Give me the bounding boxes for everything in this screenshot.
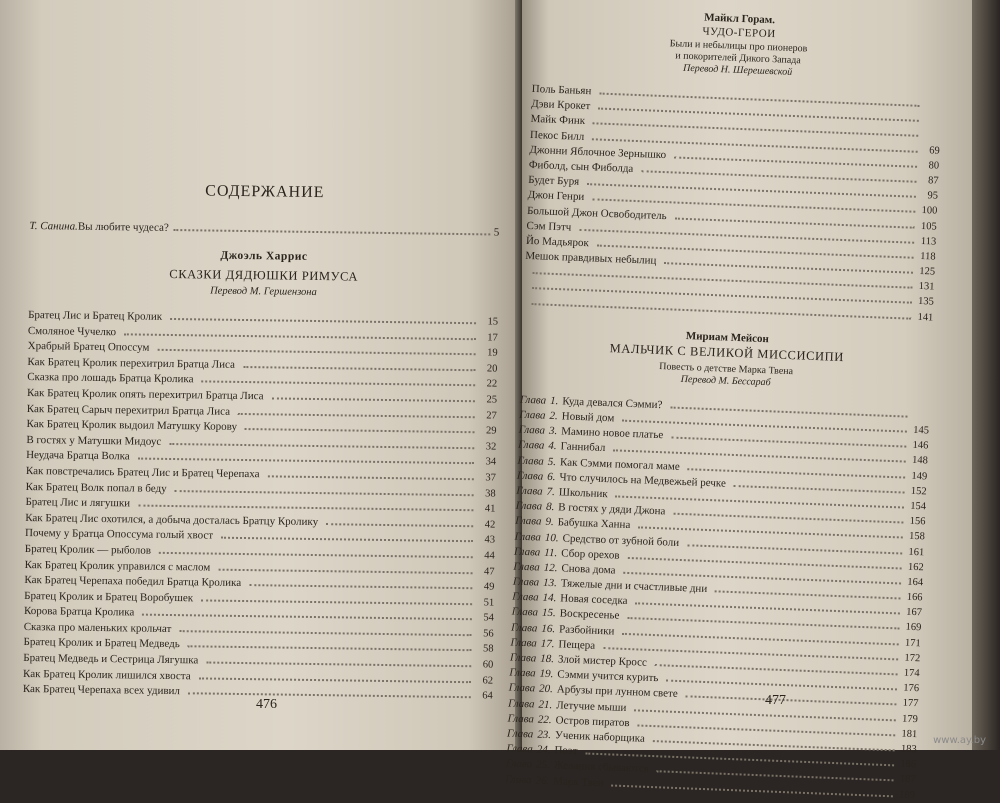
toc-entry-page: 158	[907, 529, 926, 545]
leader-dots	[238, 412, 475, 417]
toc-entry-page: 15	[480, 314, 498, 330]
chapter-number: 15.	[542, 606, 556, 622]
toc-entry-page: 183	[898, 741, 917, 757]
chapter-word: Глава	[518, 423, 545, 439]
toc-entry-page: 41	[477, 501, 495, 517]
chapter-word: Глава	[512, 590, 539, 606]
toc-entry-title: Мешок правдивых небылиц	[525, 249, 661, 269]
toc-entry-page: 60	[475, 657, 493, 673]
chapter-number: 13.	[543, 576, 557, 592]
toc-entry-title: Снова дома	[561, 561, 620, 578]
intro-entry	[29, 220, 499, 240]
toc-entry-page: 186	[898, 757, 917, 773]
toc-entry-title: Большой Джон Освободитель	[527, 203, 671, 224]
toc-entry-page: 95	[920, 188, 939, 204]
left-page	[0, 0, 520, 750]
chapter-word: Глава	[506, 742, 533, 758]
toc-entry-title: Как Братец Сарыч перехитрил Братца Лиса	[27, 402, 234, 420]
chapter-number: 9.	[545, 515, 554, 531]
chapter-number: 21.	[538, 697, 552, 713]
toc-entry-page: 20	[479, 361, 497, 377]
toc-entry-page: 29	[478, 423, 496, 439]
chapter-word: Глава	[513, 559, 540, 575]
toc-entry-title: Куда девался Сэмми?	[562, 394, 667, 413]
leader-dots	[142, 614, 472, 621]
toc-entry-title: Воскресенье	[559, 607, 623, 625]
toc-entry-title: Как Братец Кролик лишился хвоста	[23, 667, 195, 685]
chapter-number: 16.	[541, 621, 555, 637]
toc-entry-title: Поэт	[554, 743, 582, 759]
toc-entry-title: Джон Генри	[527, 188, 588, 206]
chapter-number: 26.	[535, 773, 549, 789]
page-number: 477	[765, 693, 786, 709]
chapter-list	[505, 393, 930, 803]
toc-entry-page: 25	[479, 392, 497, 408]
chapter-number: 3.	[549, 424, 558, 440]
leader-dots	[326, 523, 473, 527]
toc-entry-page	[923, 122, 941, 123]
toc-entry-page: 174	[901, 666, 920, 682]
toc-entry-title: Джонни Яблочное Зернышко	[529, 143, 670, 164]
toc-entry-title: Братец Кролик и Братец Медведь	[23, 635, 183, 653]
toc-entry-title: Сказка про лошадь Братца Кролика	[27, 370, 197, 388]
contents-heading: СОДЕРЖАНИЕ	[30, 180, 500, 205]
chapter-word: Глава	[507, 711, 534, 727]
leader-dots	[206, 662, 471, 668]
toc-entry-title: Поль Баньян	[531, 82, 595, 100]
toc-entry-title: Братец Лис и Братец Кролик	[28, 308, 166, 326]
leader-dots	[272, 397, 475, 402]
toc-entry-page: 38	[478, 486, 496, 502]
leader-dots	[138, 505, 473, 512]
toc-entry-page: 27	[479, 408, 497, 424]
toc-entry-page: 87	[920, 173, 939, 189]
toc-entry-page: 179	[900, 711, 919, 727]
chapter-word: Глава	[513, 575, 540, 591]
intro-page: 5	[494, 226, 500, 238]
toc-entry-page: 154	[908, 499, 927, 515]
chapter-number: 25.	[536, 758, 550, 774]
chapter-word: Глава	[509, 666, 536, 682]
toc-entry-title: В гостях у Матушки Мидоус	[26, 433, 165, 451]
toc-entry-page: 32	[478, 439, 496, 455]
leader-dots	[138, 458, 474, 465]
toc-entry-page: 169	[903, 620, 922, 636]
section-translator: Перевод М. Бессараб	[521, 368, 931, 395]
chapter-number: 10.	[545, 530, 559, 546]
toc-entry-title: Будет Буря	[528, 173, 584, 190]
chapter-number: 18.	[540, 652, 554, 668]
toc-entry-page: 51	[476, 595, 494, 611]
toc-entry-title: Храбрый Братец Опоссум	[28, 339, 154, 356]
toc-entry-page: 152	[908, 483, 927, 499]
toc-list	[523, 82, 941, 325]
toc-entry-title: Фиболд, сын Фиболда	[529, 158, 638, 177]
toc-entry-title: Корова Братца Кролика	[24, 604, 139, 621]
chapter-word: Глава	[510, 651, 537, 667]
toc-entry-title: Майк Финк	[530, 112, 589, 129]
toc-entry-title: Как Братец Черепаха победил Братца Кролика	[24, 573, 245, 592]
leader-dots	[170, 318, 476, 324]
chapter-word: Глава	[510, 635, 537, 651]
toc-entry-title: Как Братец Кролик перехитрил Братца Лиса	[27, 355, 239, 374]
chapter-number: 11.	[544, 545, 558, 561]
toc-entry-title: Йо Мадьярок	[526, 234, 593, 252]
toc-entry-page: 166	[904, 590, 923, 606]
chapter-word: Глава	[514, 544, 541, 560]
toc-entry-title: Смоляное Чучелко	[28, 324, 120, 341]
toc-entry-title: Как Братец Кролик выдоил Матушку Корову	[26, 417, 241, 436]
toc-entry-page: 100	[919, 203, 938, 219]
watermark: www.ay.by	[933, 735, 986, 746]
toc-entry-page: 176	[901, 681, 920, 697]
toc-entry-page: 56	[476, 626, 494, 642]
toc-entry-title: Остров пиратов	[555, 713, 633, 731]
chapter-number: 23.	[537, 728, 551, 744]
toc-entry-title: Как повстречались Братец Лис и Братец Черепаха	[26, 464, 264, 483]
toc-entry-title: Почему у Братца Опоссума голый хвост	[25, 526, 217, 544]
leader-dots	[175, 490, 474, 496]
toc-entry-page: 113	[918, 234, 937, 250]
chapter-number: 12.	[543, 561, 557, 577]
chapter-word: Глава	[508, 681, 535, 697]
toc-entry-page: 37	[478, 470, 496, 486]
toc-entry-page: 49	[476, 579, 494, 595]
toc-entry-page: 69	[921, 143, 940, 159]
toc-entry-page	[911, 418, 929, 419]
toc-entry-page: 167	[904, 605, 923, 621]
toc-entry-title: Как Братец Кролик опять перехитрил Братца Лиса	[27, 386, 268, 405]
toc-entry-page: 141	[915, 309, 934, 325]
chapter-number: 7.	[546, 485, 555, 501]
chapter-number: 5.	[547, 454, 556, 470]
leader-dots	[268, 475, 474, 480]
toc-list	[23, 308, 498, 704]
toc-entry-title: Как Братец Волк попал в беду	[26, 480, 171, 498]
section-translator: Перевод Н. Шерешевской	[533, 57, 943, 84]
chapter-number: 14.	[542, 591, 556, 607]
chapter-word: Глава	[517, 453, 544, 469]
leader-dots	[218, 568, 472, 574]
chapter-word: Глава	[511, 605, 538, 621]
chapter-word: Глава	[511, 620, 538, 636]
chapter-word: Глава	[507, 726, 534, 742]
toc-entry-title: Как Братец Кролик управился с маслом	[25, 557, 215, 575]
toc-entry-page: 125	[917, 264, 936, 280]
toc-entry-title: Братец Медведь и Сестрица Лягушка	[23, 651, 202, 669]
chapter-number: 6.	[547, 470, 556, 486]
toc-entry-page: 54	[476, 611, 494, 627]
toc-entry-page	[923, 107, 941, 108]
toc-entry-title: Новый дом	[561, 409, 618, 426]
toc-entry-page: 161	[906, 544, 925, 560]
section-title: СКАЗКИ ДЯДЮШКИ РИМУСА	[29, 265, 499, 287]
toc-entry-page: 118	[917, 249, 936, 265]
page-number: 476	[256, 697, 277, 713]
toc-entry-title: Желания сбываются	[554, 759, 654, 778]
toc-entry-title: Ганнибал	[560, 440, 609, 457]
toc-entry-title: Средство от зубной боли	[562, 531, 683, 551]
leader-dots	[201, 381, 475, 387]
toc-entry-title: Как Братец Черепаха всех удивил	[23, 682, 184, 700]
toc-entry-title: Братец Кролик — рыболов	[25, 542, 155, 559]
toc-entry-title: Ученик наборщика	[555, 728, 649, 747]
chapter-word: Глава	[505, 772, 532, 788]
toc-entry-title: Пещера	[558, 637, 599, 654]
toc-entry-page: 64	[475, 689, 493, 705]
toc-entry-title: Бабушка Ханна	[557, 516, 634, 534]
toc-entry-page: 162	[905, 559, 924, 575]
section-subtitle: Были и небылицы про пионеров	[533, 33, 943, 61]
toc-entry-title: Что случилось на Медвежьей речке	[559, 470, 730, 492]
chapter-word: Глава	[517, 468, 544, 484]
leader-dots	[243, 366, 475, 371]
toc-entry-title: Пекос Билл	[530, 127, 589, 144]
chapter-number: 4.	[548, 439, 557, 455]
section-author: Джоэль Харрис	[29, 247, 499, 266]
toc-entry-page: 62	[475, 673, 493, 689]
leader-dots	[188, 693, 471, 699]
chapter-word: Глава	[515, 514, 542, 530]
chapter-number: 17.	[540, 637, 554, 653]
toc-entry-title: Летучие мыши	[556, 698, 631, 716]
chapter-number: 22.	[538, 712, 552, 728]
intro-author: Т. Санина.	[29, 220, 78, 233]
chapter-number: 1.	[550, 394, 559, 410]
toc-entry-title: Тяжелые дни и счастливые дни	[561, 576, 712, 597]
toc-entry-page: 187	[897, 772, 916, 788]
leader-dots	[249, 584, 472, 589]
toc-entry-title: Мамино новое платье	[561, 425, 668, 444]
toc-entry-title: Марк Твен	[553, 774, 608, 791]
toc-entry-page: 189	[897, 787, 916, 803]
toc-entry-page: 131	[916, 279, 935, 295]
toc-entry-page: 58	[475, 642, 493, 658]
toc-entry-page: 80	[921, 158, 940, 174]
toc-entry-page: 17	[480, 330, 498, 346]
toc-entry-page: 149	[909, 468, 928, 484]
toc-entry-title: Братец Лис и лягушки	[25, 495, 134, 512]
toc-entry-page: 146	[910, 438, 929, 454]
section-title: ЧУДО-ГЕРОИ	[534, 19, 944, 47]
leader-dots	[169, 443, 474, 449]
chapter-number: 20.	[539, 682, 553, 698]
toc-entry-title: Школьник	[559, 485, 612, 502]
toc-entry-title: В гостях у дяди Джона	[558, 500, 670, 519]
toc-entry-title: Братец Кролик и Братец Воробушек	[24, 589, 197, 607]
toc-entry-title: Сэм Пэтч	[526, 219, 575, 236]
toc-entry-title: Разбойники	[559, 622, 619, 639]
toc-entry-page	[922, 137, 940, 138]
leader-dots	[199, 677, 471, 683]
toc-entry-page: 19	[480, 345, 498, 361]
toc-entry-title: Как Сэмми помогал маме	[560, 455, 684, 475]
toc-entry-page: 164	[905, 575, 924, 591]
leader-dots	[157, 349, 475, 355]
leader-dots	[179, 630, 471, 636]
toc-entry-title: Новая соседка	[560, 592, 632, 610]
right-page-content	[505, 5, 945, 803]
toc-entry-title: Как Братец Лис охотился, а добыча досталась Братцу Кролику	[25, 511, 322, 531]
chapter-number: 24.	[536, 743, 550, 759]
intro-title: Вы любите чудеса?	[78, 221, 169, 234]
toc-entry-page: 42	[477, 517, 495, 533]
toc-entry-page: 181	[899, 726, 918, 742]
toc-entry-page: 148	[909, 453, 928, 469]
toc-entry-page: 47	[476, 564, 494, 580]
chapter-word: Глава	[516, 484, 543, 500]
section-title: МАЛЬЧИК С ВЕЛИКОЙ МИССИСИПИ	[522, 338, 932, 369]
toc-entry-title: Злой мистер Кросс	[558, 652, 652, 671]
chapter-word: Глава	[518, 438, 545, 454]
section-author: Мириам Мейсон	[522, 324, 932, 352]
toc-entry-page: 22	[479, 377, 497, 393]
left-page-content	[23, 180, 500, 704]
toc-entry-title: Сказка про маленьких крольчат	[24, 620, 176, 638]
toc-entry-page: 177	[900, 696, 919, 712]
chapter-number: 19.	[539, 667, 553, 683]
leader-dots	[201, 599, 472, 605]
leader-dots	[124, 333, 476, 340]
leader-dots	[173, 229, 490, 235]
chapter-word: Глава	[515, 499, 542, 515]
leader-dots	[221, 537, 473, 543]
toc-entry-page: 145	[911, 423, 930, 439]
leader-dots	[611, 784, 892, 797]
toc-entry-page: 171	[902, 635, 921, 651]
chapter-word: Глава	[508, 696, 535, 712]
toc-entry-page: 43	[477, 533, 495, 549]
section-author: Майкл Горам.	[535, 5, 945, 33]
toc-entry-title: Арбузы при лунном свете	[556, 683, 681, 703]
section-translator: Перевод М. Гершензона	[28, 283, 498, 301]
toc-entry-page: 105	[919, 218, 938, 234]
toc-entry-title: Сэмми учится курить	[557, 668, 663, 687]
section-subtitle: и покорителей Дикого Запада	[533, 45, 943, 73]
toc-entry-page: 135	[916, 294, 935, 310]
toc-entry-title: Сбор орехов	[561, 546, 624, 564]
toc-entry-title: Неудача Братца Волка	[26, 448, 134, 465]
chapter-word: Глава	[520, 393, 547, 409]
leader-dots	[188, 646, 472, 652]
chapter-number: 2.	[549, 409, 558, 425]
chapter-word: Глава	[506, 757, 533, 773]
chapter-word: Глава	[519, 408, 546, 424]
toc-entry-title: Дэви Крокет	[531, 97, 595, 115]
leader-dots	[159, 552, 473, 558]
book-edge	[972, 0, 1000, 750]
toc-entry-page: 156	[907, 514, 926, 530]
toc-entry-page: 172	[902, 650, 921, 666]
toc-entry-page: 44	[477, 548, 495, 564]
leader-dots	[245, 428, 475, 433]
toc-entry-page: 34	[478, 455, 496, 471]
chapter-number: 8.	[546, 500, 555, 516]
chapter-word: Глава	[514, 529, 541, 545]
section-subtitle: Повесть о детстве Марка Твена	[521, 356, 931, 384]
